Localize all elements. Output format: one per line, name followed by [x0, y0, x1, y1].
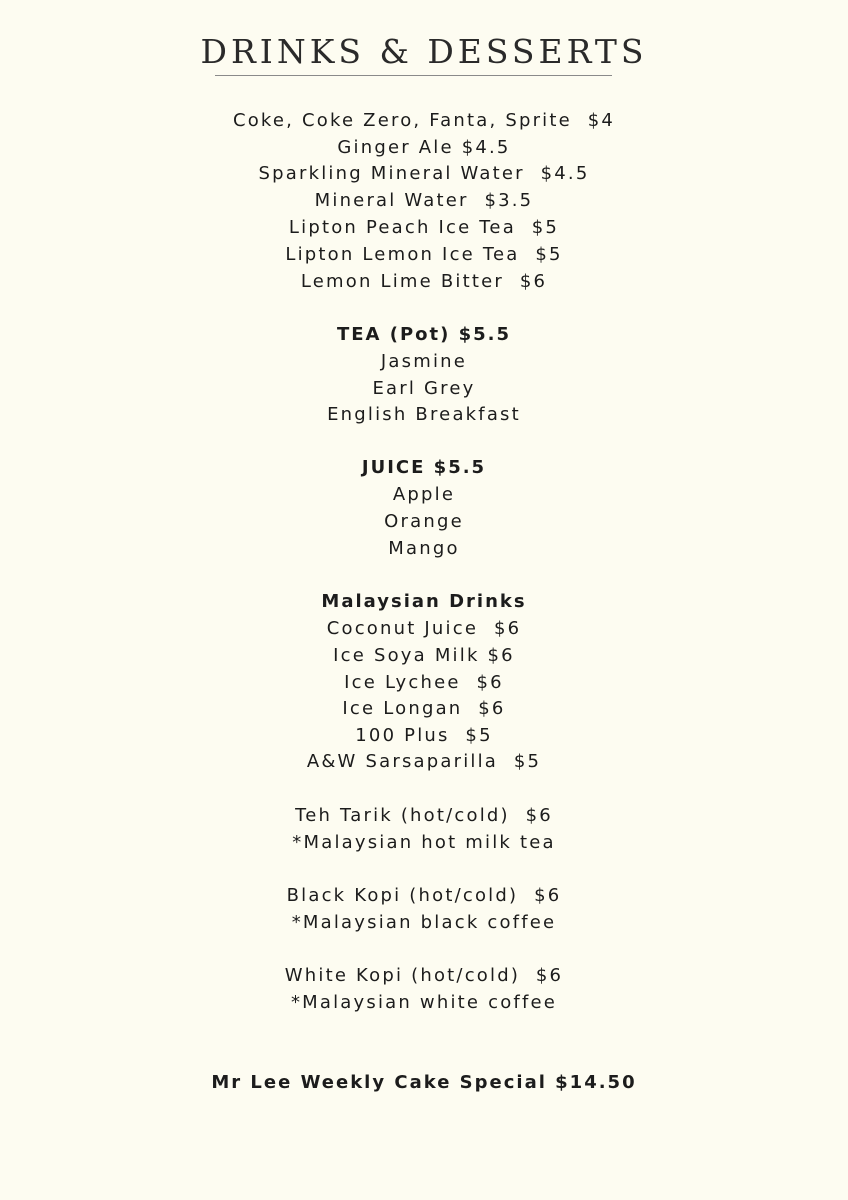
menu-line-soft-drinks: Coke, Coke Zero, Fanta, Sprite $4 — [232, 110, 616, 131]
menu-line-orange: Orange — [384, 511, 464, 532]
menu-note-black-kopi: *Malaysian black coffee — [291, 912, 557, 933]
menu-line-mango: Mango — [388, 538, 460, 559]
menu-line-english-breakfast: English Breakfast — [327, 404, 521, 425]
menu-line-black-kopi: Black Kopi (hot/cold) $6 — [286, 885, 562, 906]
menu-line-lemon-lime-bitter: Lemon Lime Bitter $6 — [300, 271, 548, 292]
menu-line-teh-tarik: Teh Tarik (hot/cold) $6 — [295, 805, 553, 826]
menu-line-sparkling-water: Sparkling Mineral Water $4.5 — [258, 163, 590, 184]
section-heading-malaysian-drinks: Malaysian Drinks — [321, 591, 527, 612]
menu-line-ice-lychee: Ice Lychee $6 — [344, 672, 504, 693]
menu-note-teh-tarik: *Malaysian hot milk tea — [292, 832, 556, 853]
menu-line-coconut-juice: Coconut Juice $6 — [326, 618, 522, 639]
menu-line-earl-grey: Earl Grey — [372, 378, 476, 399]
menu-line-apple: Apple — [392, 484, 456, 505]
menu-line-ice-soya-milk: Ice Soya Milk $6 — [333, 645, 515, 666]
menu-line-mineral-water: Mineral Water $3.5 — [314, 190, 534, 211]
menu-line-sarsaparilla: A&W Sarsaparilla $5 — [306, 751, 542, 772]
menu-note-white-kopi: *Malaysian white coffee — [290, 992, 558, 1013]
menu-line-cake-special: Mr Lee Weekly Cake Special $14.50 — [211, 1072, 637, 1093]
menu-line-lemon-ice-tea: Lipton Lemon Ice Tea $5 — [285, 244, 563, 265]
section-heading-juice: JUICE $5.5 — [361, 457, 487, 478]
menu-line-ice-longan: Ice Longan $6 — [342, 698, 506, 719]
menu-line-white-kopi: White Kopi (hot/cold) $6 — [284, 965, 564, 986]
menu-line-jasmine: Jasmine — [380, 351, 468, 372]
menu-line-ginger-ale: Ginger Ale $4.5 — [337, 137, 511, 158]
menu-line-peach-ice-tea: Lipton Peach Ice Tea $5 — [288, 217, 560, 238]
section-heading-tea: TEA (Pot) $5.5 — [336, 324, 512, 345]
title-underline — [215, 75, 612, 76]
menu-line-100-plus: 100 Plus $5 — [355, 725, 493, 746]
menu-title: DRINKS & DESSERTS — [200, 32, 648, 71]
